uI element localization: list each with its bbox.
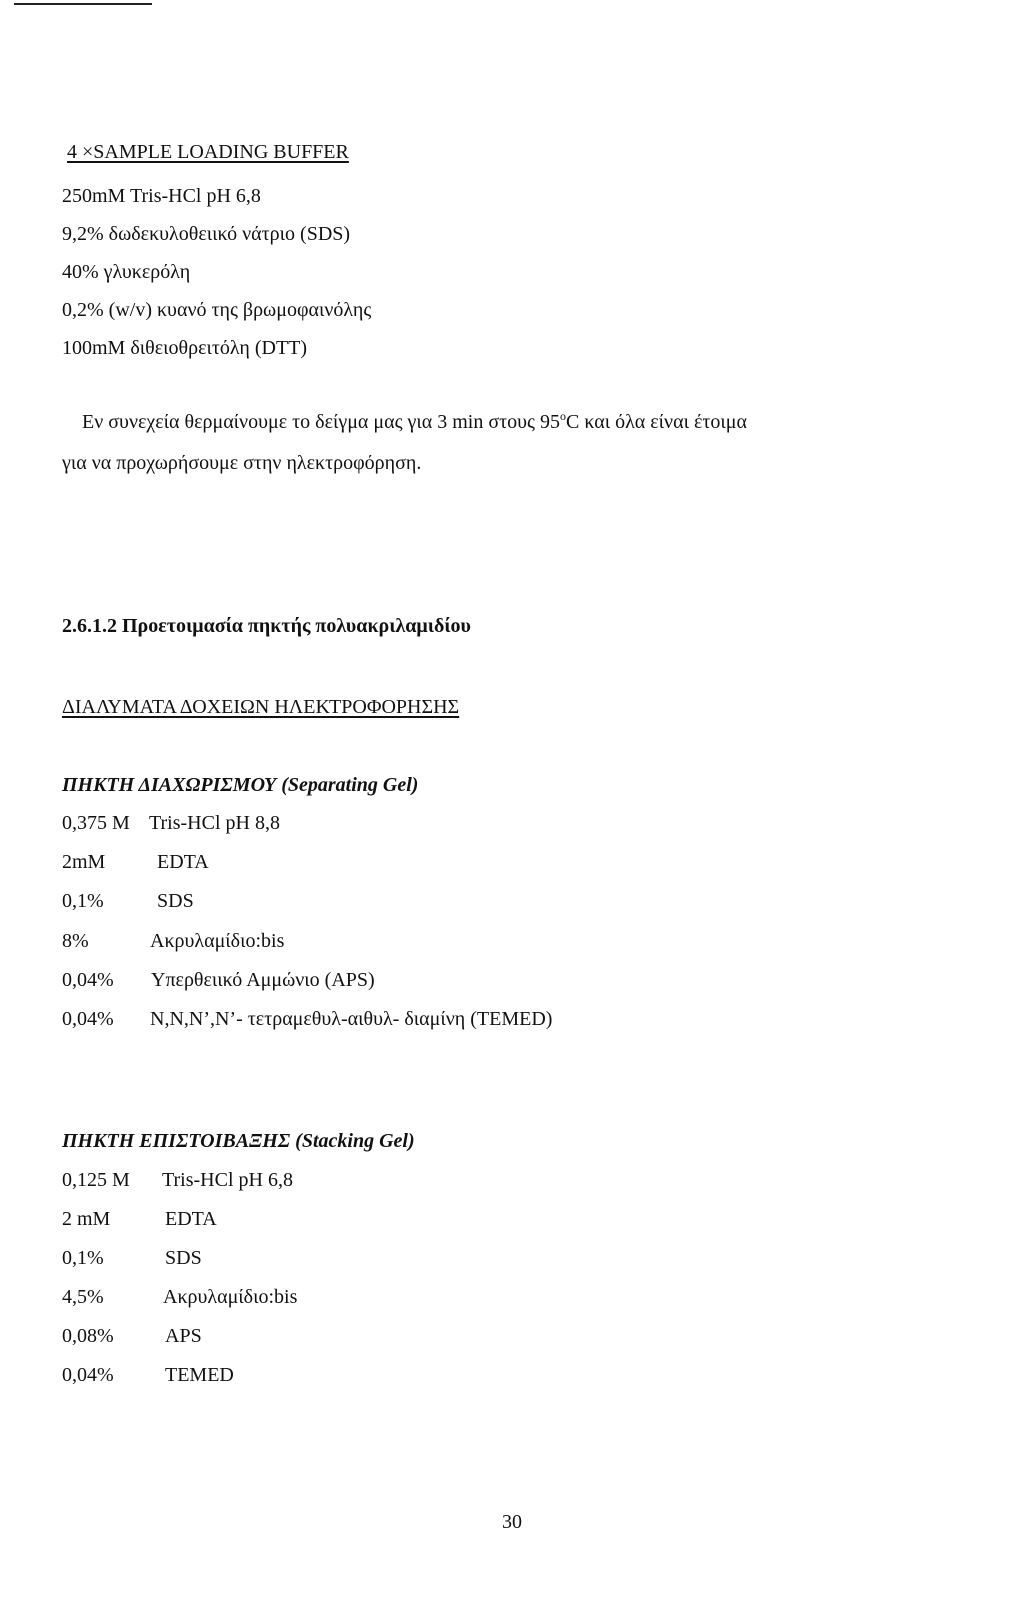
component: APS	[165, 1325, 202, 1347]
loading-buffer-item: 100mM διθειοθρειτόλη (DTT)	[62, 337, 308, 359]
component: Tris-HCl pH 6,8	[162, 1169, 293, 1191]
amount: 0,04%	[62, 969, 114, 991]
section-subheading: ΔΙΑΛΥΜΑΤΑ ΔΟΧΕΙΩΝ ΗΛΕΚΤΡΟΦΟΡΗΣΗΣ	[62, 696, 460, 718]
amount: 0,04%	[62, 1364, 114, 1386]
separating-gel-title: ΠΗΚΤΗ ΔΙΑΧΩΡΙΣΜΟΥ (Separating Gel)	[62, 774, 419, 796]
amount: 0,04%	[62, 1008, 114, 1030]
loading-buffer-item: 9,2% δωδεκυλοθειικό νάτριο (SDS)	[62, 223, 351, 245]
loading-buffer-title: 4 ×SAMPLE LOADING BUFFER	[67, 141, 349, 163]
amount: 0,1%	[62, 890, 104, 912]
component: N,N,N’,N’- τετραμεθυλ-αιθυλ- διαμίνη (TEMED)	[150, 1008, 553, 1030]
loading-buffer-item: 250mM Tris-HCl pH 6,8	[62, 185, 261, 207]
component: TEMED	[165, 1364, 234, 1386]
amount: 0,1%	[62, 1247, 104, 1269]
loading-buffer-item: 40% γλυκερόλη	[62, 261, 191, 283]
amount: 2mM	[62, 851, 106, 873]
top-rule	[14, 3, 152, 5]
amount: 0,375 M	[62, 812, 130, 834]
amount: 8%	[62, 930, 89, 952]
loading-buffer-item: 0,2% (w/v) κυανό της βρωμοφαινόλης	[62, 299, 372, 321]
degree-superscript: o	[559, 409, 566, 423]
page-number: 30	[502, 1511, 522, 1533]
stacking-gel-title: ΠΗΚΤΗ ΕΠΙΣΤΟΙΒΑΞΗΣ (Stacking Gel)	[62, 1130, 415, 1152]
paragraph-line-1-end: C και όλα είναι έτοιμα	[565, 411, 747, 433]
amount: 0,125 M	[62, 1169, 130, 1191]
amount: 0,08%	[62, 1325, 114, 1347]
component: Ακρυλαμίδιο:bis	[163, 1286, 298, 1308]
amount: 4,5%	[62, 1286, 104, 1308]
section-heading: 2.6.1.2 Προετοιμασία πηκτής πολυακριλαμιδίου	[62, 615, 471, 637]
amount: 2 mM	[62, 1208, 111, 1230]
component: Υπερθειικό Αμμώνιο (APS)	[151, 969, 375, 991]
component: SDS	[165, 1247, 202, 1269]
component: Tris-HCl pH 8,8	[149, 812, 280, 834]
component: Ακρυλαμίδιο:bis	[150, 930, 285, 952]
component: EDTA	[165, 1208, 217, 1230]
paragraph-line-1-text: Εν συνεχεία θερμαίνουμε το δείγμα μας για 3 min στους 95	[82, 411, 560, 433]
component: SDS	[157, 890, 194, 912]
paragraph-line-2: για να προχωρήσουμε στην ηλεκτροφόρηση.	[62, 452, 422, 474]
paragraph-line-1	[82, 410, 747, 434]
component: EDTA	[157, 851, 209, 873]
